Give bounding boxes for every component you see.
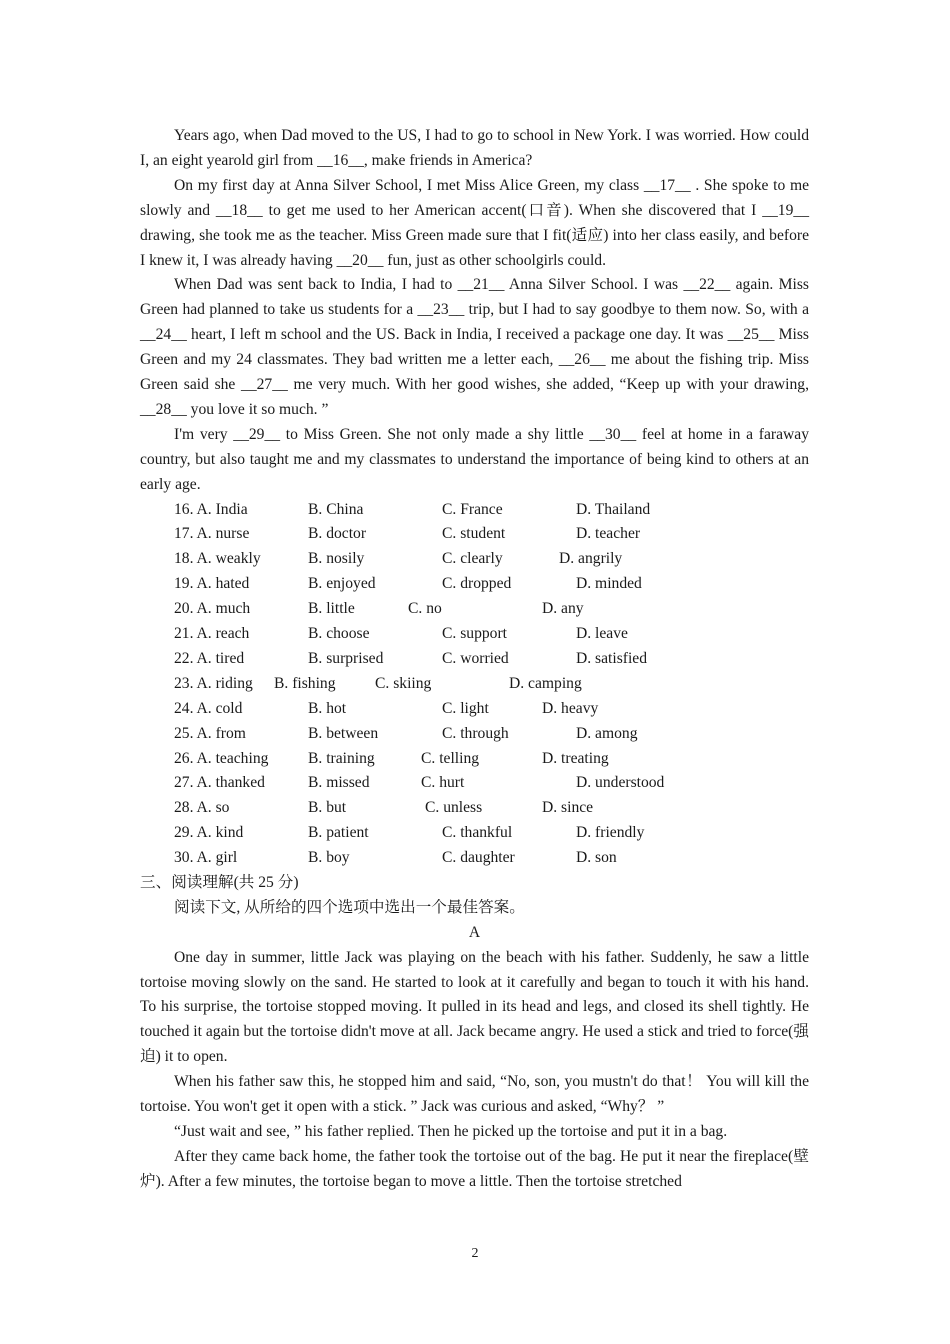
section-heading: 三、阅读理解(共 25 分) xyxy=(140,873,299,891)
option-b: B. between xyxy=(308,724,379,742)
option-d: D. satisfied xyxy=(576,649,648,667)
option-c: C. support xyxy=(442,625,507,643)
paragraph: Years ago, when Dad moved to the US, I had to go to school in New York. I was worried. How could I, an eight yearold girl from __16__, make friends in America? xyxy=(140,127,809,169)
option-d: D. camping xyxy=(509,674,582,692)
option-a: 30. A. girl xyxy=(174,849,238,867)
question-row xyxy=(140,697,809,722)
option-a: 16. A. India xyxy=(174,500,248,518)
option-a: 21. A. reach xyxy=(174,625,250,643)
passage-label: A xyxy=(468,923,481,941)
option-b: B. choose xyxy=(308,625,370,643)
option-b: B. boy xyxy=(308,849,350,867)
option-c: C. worried xyxy=(442,649,509,667)
option-b: B. hot xyxy=(308,699,347,717)
option-c: C. no xyxy=(408,600,442,618)
option-c: C. telling xyxy=(421,749,480,767)
question-row xyxy=(140,647,809,672)
question-row xyxy=(140,821,809,846)
option-a: 22. A. tired xyxy=(174,649,245,667)
option-d: D. treating xyxy=(542,749,609,767)
option-d: D. any xyxy=(542,600,584,618)
option-b: B. little xyxy=(308,600,355,618)
question-row xyxy=(140,597,809,622)
option-b: B. missed xyxy=(308,774,370,792)
option-c: C. France xyxy=(442,500,503,518)
option-a: 29. A. kind xyxy=(174,824,244,842)
option-c: C. daughter xyxy=(442,849,515,867)
option-a: 26. A. teaching xyxy=(174,749,269,767)
question-row xyxy=(140,722,809,747)
option-d: D. Thailand xyxy=(576,500,651,518)
option-b: B. fishing xyxy=(274,674,336,692)
option-b: B. but xyxy=(308,799,347,817)
question-row xyxy=(140,547,809,572)
option-a: 24. A. cold xyxy=(174,699,243,717)
option-a: 28. A. so xyxy=(174,799,230,817)
option-d: D. minded xyxy=(576,575,642,593)
option-c: C. hurt xyxy=(421,774,465,792)
option-b: B. training xyxy=(308,749,375,767)
document-page xyxy=(140,124,809,1195)
paragraph: When Dad was sent back to India, I had to __21__ Anna Silver School. I was __22__ again. Miss Green had planned to take us students for a __23__ trip, but I had to say goodbye to them now. So, with a __24__ heart, I left m school and the US. Back in India, I received a package one day. It was __25__ Miss Green and my 24 classmates. They bad written me a letter each, __26__ me about the fishing trip. Miss Green said she __27__ me very much. With her good wishes, she added, “Keep up with your drawing, __28__ you love it so much. ” xyxy=(140,276,809,418)
option-d: D. friendly xyxy=(576,824,645,842)
option-c: C. thankful xyxy=(442,824,513,842)
option-d: D. understood xyxy=(576,774,665,792)
question-row xyxy=(140,498,809,523)
question-row xyxy=(140,796,809,821)
option-a: 17. A. nurse xyxy=(174,525,250,543)
option-a: 20. A. much xyxy=(174,600,251,618)
paragraph: After they came back home, the father took the tortoise out of the bag. He put it near the fireplace(壁炉). After a few minutes, the tortoise began to move a little. Then the tortoise stretched xyxy=(140,1147,809,1190)
option-c: C. clearly xyxy=(442,550,503,568)
question-list xyxy=(140,498,809,871)
question-row xyxy=(140,771,809,796)
option-d: D. among xyxy=(576,724,638,742)
paragraph: When his father saw this, he stopped him and said, “No, son, you mustn't do that！ You will kill the tortoise. You won't get it open with a stick. ” Jack was curious and asked, “Why？ ” xyxy=(140,1073,809,1116)
option-b: B. doctor xyxy=(308,525,367,543)
option-c: C. unless xyxy=(425,799,483,817)
instruction: 阅读下文, 从所给的四个选项中选出一个最佳答案。 xyxy=(174,898,525,916)
paragraph: “Just wait and see, ” his father replied. Then he picked up the tortoise and put it in a bag. xyxy=(174,1123,728,1141)
question-row xyxy=(140,622,809,647)
option-c: C. through xyxy=(442,724,509,742)
option-d: D. since xyxy=(542,799,594,817)
question-row xyxy=(140,522,809,547)
option-b: B. China xyxy=(308,500,364,518)
paragraph: I'm very __29__ to Miss Green. She not only made a shy little __30__ feel at home in a faraway country, but also taught me and my classmates to understand the importance of being kind to others at an early age. xyxy=(140,425,809,493)
option-c: C. student xyxy=(442,525,506,543)
option-c: C. dropped xyxy=(442,575,512,593)
option-d: D. angrily xyxy=(559,550,623,568)
option-a: 18. A. weakly xyxy=(174,550,261,568)
page-number: 2 xyxy=(471,1246,479,1261)
question-row xyxy=(140,672,809,697)
option-d: D. heavy xyxy=(542,699,599,717)
option-c: C. skiing xyxy=(375,674,432,692)
option-b: B. nosily xyxy=(308,550,365,568)
question-row xyxy=(140,846,809,871)
option-a: 25. A. from xyxy=(174,724,246,742)
option-a: 19. A. hated xyxy=(174,575,250,593)
option-c: C. light xyxy=(442,699,489,717)
option-d: D. son xyxy=(576,849,617,867)
question-row xyxy=(140,572,809,597)
paragraph: On my first day at Anna Silver School, I met Miss Alice Green, my class __17__ . She spoke to me slowly and __18__ to get me used to her American accent(口音). When she discovered that I __19__ drawing, she took me as the teacher. Miss Green made sure that I fit(适应) into her class easily, and before I knew it, I was already having __20__ fun, just as other schoolgirls could. xyxy=(140,176,809,269)
option-b: B. patient xyxy=(308,824,369,842)
option-d: D. teacher xyxy=(576,525,641,543)
option-a: 23. A. riding xyxy=(174,674,253,692)
paragraph: One day in summer, little Jack was playing on the beach with his father. Suddenly, he saw a little tortoise moving slowly on the sand. He started to look at it carefully and began to touch it with his hand. To his surprise, the tortoise stopped moving. It pulled in its head and legs, and closed its shell tightly. He touched it again but the tortoise didn't move at all. Jack became angry. He used a stick and tried to force(强迫) it to open. xyxy=(140,948,809,1066)
option-b: B. surprised xyxy=(308,649,384,667)
option-a: 27. A. thanked xyxy=(174,774,265,792)
question-row xyxy=(140,747,809,772)
option-b: B. enjoyed xyxy=(308,575,376,593)
option-d: D. leave xyxy=(576,625,628,643)
